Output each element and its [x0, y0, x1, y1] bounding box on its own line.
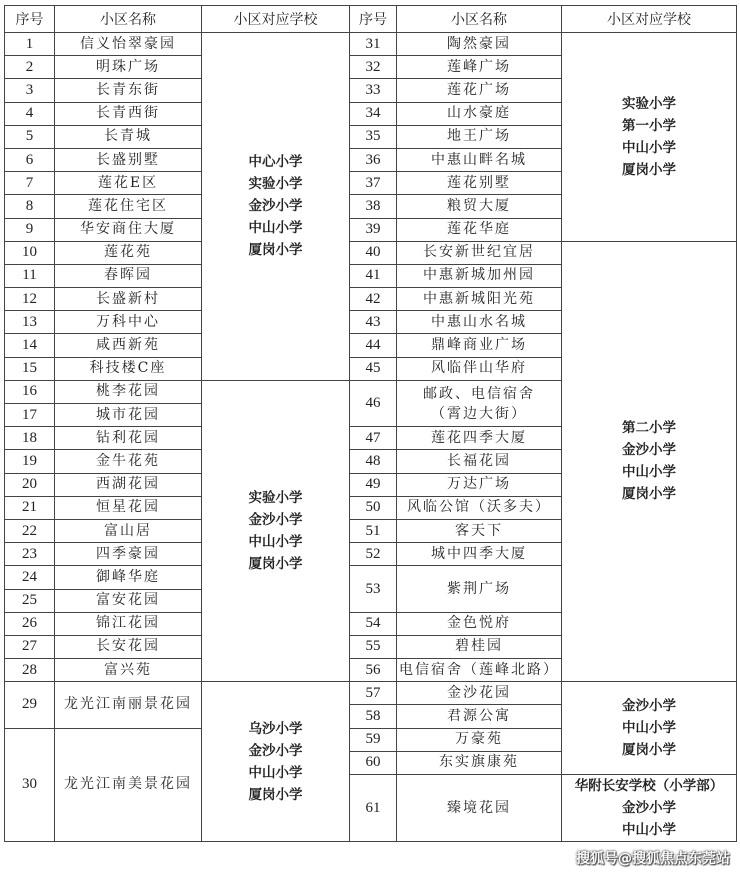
row-number: 3	[5, 79, 55, 102]
row-number: 7	[5, 172, 55, 195]
row-number: 52	[350, 543, 397, 566]
row-number: 1	[5, 33, 55, 56]
row-number: 22	[5, 519, 55, 542]
community-name: 陶然豪园	[397, 33, 562, 56]
community-name: 四季豪园	[55, 543, 202, 566]
row-number: 4	[5, 102, 55, 125]
community-name: 春晖园	[55, 264, 202, 287]
row-number: 12	[5, 288, 55, 311]
school-name: 金沙小学	[622, 800, 676, 816]
community-name: 长福花园	[397, 450, 562, 473]
header-school: 小区对应学校	[562, 6, 737, 33]
school-name: 中山小学	[248, 764, 303, 781]
community-name: 万达广场	[397, 473, 562, 496]
row-number: 10	[5, 241, 55, 264]
school-name: 实验小学	[622, 95, 676, 112]
row-number: 26	[5, 612, 55, 635]
row-number: 24	[5, 566, 55, 589]
row-number: 34	[350, 102, 397, 125]
community-name: 紫荆广场	[397, 566, 562, 612]
row-number: 2	[5, 56, 55, 79]
row-number: 39	[350, 218, 397, 241]
school-name: 金沙小学	[622, 698, 676, 715]
community-name: 长盛别墅	[55, 148, 202, 171]
row-number: 18	[5, 427, 55, 450]
school-name: 中山小学	[248, 534, 303, 551]
school-name: 厦岗小学	[622, 161, 676, 178]
school-name: 金沙小学	[248, 742, 303, 759]
community-name: 龙光江南丽景花园	[55, 682, 202, 728]
community-name: 莲花四季大厦	[397, 427, 562, 450]
community-name: 富兴苑	[55, 659, 202, 682]
school-name: 乌沙小学	[248, 720, 303, 737]
community-name-line: 邮政、电信宿舍	[423, 385, 535, 402]
community-name: 咸西新苑	[55, 334, 202, 357]
header-row	[5, 6, 737, 33]
row-number: 48	[350, 450, 397, 473]
community-name: 东实旗康苑	[397, 751, 562, 774]
community-name: 臻境花园	[397, 775, 562, 842]
community-name: 莲花别墅	[397, 172, 562, 195]
row-number: 37	[350, 172, 397, 195]
row-number: 14	[5, 334, 55, 357]
community-name: 风临公馆（沃多夫）	[397, 496, 562, 519]
school-name: 厦岗小学	[248, 556, 303, 573]
school-name: 第一小学	[622, 117, 676, 134]
row-number: 27	[5, 635, 55, 658]
row-number: 21	[5, 496, 55, 519]
row-number: 42	[350, 288, 397, 311]
table-row	[5, 682, 737, 705]
row-number: 60	[350, 751, 397, 774]
community-name: 富安花园	[55, 589, 202, 612]
community-name	[397, 380, 562, 426]
community-name: 钻利花园	[55, 427, 202, 450]
community-name: 桃李花园	[55, 380, 202, 403]
community-name: 莲峰广场	[397, 56, 562, 79]
row-number: 11	[5, 264, 55, 287]
community-name: 莲花苑	[55, 241, 202, 264]
row-number: 28	[5, 659, 55, 682]
community-name: 客天下	[397, 519, 562, 542]
community-name: 万科中心	[55, 311, 202, 334]
row-number: 33	[350, 79, 397, 102]
school-group-cell	[562, 241, 737, 682]
school-name: 中山小学	[622, 822, 676, 838]
row-number: 35	[350, 125, 397, 148]
community-name: 莲花住宅区	[55, 195, 202, 218]
community-name: 龙光江南美景花园	[55, 728, 202, 841]
community-name: 中惠新城加州园	[397, 264, 562, 287]
header-seq: 序号	[350, 6, 397, 33]
watermark: 搜狐号@搜狐焦点东莞站	[576, 851, 730, 867]
community-name: 中惠山畔名城	[397, 148, 562, 171]
community-name: 金色悦府	[397, 612, 562, 635]
row-number: 61	[350, 775, 397, 842]
row-number: 44	[350, 334, 397, 357]
community-name: 莲花E区	[55, 172, 202, 195]
row-number: 51	[350, 519, 397, 542]
community-name: 电信宿舍（莲峰北路）	[397, 659, 562, 682]
row-number: 59	[350, 728, 397, 751]
school-name: 厦岗小学	[622, 742, 676, 759]
row-number: 47	[350, 427, 397, 450]
row-number: 57	[350, 682, 397, 705]
header-name: 小区名称	[397, 6, 562, 33]
community-name: 中惠山水名城	[397, 311, 562, 334]
community-name: 长安花园	[55, 635, 202, 658]
row-number: 17	[5, 404, 55, 427]
community-name: 长盛新村	[55, 288, 202, 311]
community-name: 中惠新城阳光苑	[397, 288, 562, 311]
row-number: 20	[5, 473, 55, 496]
row-number: 50	[350, 496, 397, 519]
community-name: 信义怡翠豪园	[55, 33, 202, 56]
row-number: 32	[350, 56, 397, 79]
row-number: 53	[350, 566, 397, 612]
row-number: 41	[350, 264, 397, 287]
row-number: 8	[5, 195, 55, 218]
school-name: 厦岗小学	[248, 242, 303, 259]
table-row	[5, 33, 737, 56]
row-number: 6	[5, 148, 55, 171]
header-name: 小区名称	[55, 6, 202, 33]
row-number: 54	[350, 612, 397, 635]
row-number: 45	[350, 357, 397, 380]
school-group-cell	[562, 33, 737, 242]
community-name: 长安新世纪宜居	[397, 241, 562, 264]
row-number: 25	[5, 589, 55, 612]
community-name: 城中四季大厦	[397, 543, 562, 566]
school-name: 实验小学	[248, 176, 303, 193]
community-name: 山水豪庭	[397, 102, 562, 125]
school-name: 厦岗小学	[622, 486, 676, 503]
row-number: 5	[5, 125, 55, 148]
row-number: 46	[350, 380, 397, 426]
community-name: 锦江花园	[55, 612, 202, 635]
school-group-cell	[562, 775, 737, 842]
row-number: 19	[5, 450, 55, 473]
school-name: 第二小学	[622, 420, 676, 437]
community-name: 华安商住大厦	[55, 218, 202, 241]
school-group-cell	[202, 682, 350, 842]
school-name: 华附长安学校（小学部）	[574, 778, 724, 794]
row-number: 31	[350, 33, 397, 56]
community-name: 金牛花苑	[55, 450, 202, 473]
row-number: 49	[350, 473, 397, 496]
school-name: 中山小学	[248, 220, 303, 237]
school-name: 金沙小学	[622, 442, 676, 459]
row-number: 9	[5, 218, 55, 241]
school-name: 中山小学	[622, 720, 676, 737]
community-name: 君源公寓	[397, 705, 562, 728]
header-seq: 序号	[5, 6, 55, 33]
school-name: 中山小学	[622, 464, 676, 481]
community-name: 御峰华庭	[55, 566, 202, 589]
community-name: 长青东街	[55, 79, 202, 102]
row-number: 16	[5, 380, 55, 403]
row-number: 38	[350, 195, 397, 218]
row-number: 56	[350, 659, 397, 682]
community-name: 科技楼C座	[55, 357, 202, 380]
community-name: 鼎峰商业广场	[397, 334, 562, 357]
row-number: 15	[5, 357, 55, 380]
row-number: 30	[5, 728, 55, 841]
community-name: 风临伴山华府	[397, 357, 562, 380]
community-name: 碧桂园	[397, 635, 562, 658]
community-name: 万豪苑	[397, 728, 562, 751]
school-name: 金沙小学	[248, 512, 303, 529]
community-name: 长青西街	[55, 102, 202, 125]
school-district-table	[4, 5, 737, 842]
community-name: 城市花园	[55, 404, 202, 427]
community-name: 莲花广场	[397, 79, 562, 102]
community-name: 莲花华庭	[397, 218, 562, 241]
row-number: 23	[5, 543, 55, 566]
school-group-cell	[202, 380, 350, 681]
header-school: 小区对应学校	[202, 6, 350, 33]
community-name-line: （霄边大街）	[431, 405, 527, 422]
community-name: 富山居	[55, 519, 202, 542]
community-name: 西湖花园	[55, 473, 202, 496]
community-name: 长青城	[55, 125, 202, 148]
row-number: 36	[350, 148, 397, 171]
community-name: 明珠广场	[55, 56, 202, 79]
community-name: 金沙花园	[397, 682, 562, 705]
row-number: 43	[350, 311, 397, 334]
row-number: 55	[350, 635, 397, 658]
community-name: 地王广场	[397, 125, 562, 148]
school-name: 实验小学	[248, 490, 303, 507]
community-name: 粮贸大厦	[397, 195, 562, 218]
school-group-cell	[562, 682, 737, 775]
row-number: 58	[350, 705, 397, 728]
school-name: 中心小学	[248, 154, 303, 171]
school-name: 厦岗小学	[248, 786, 303, 803]
row-number: 40	[350, 241, 397, 264]
table-row	[5, 241, 737, 264]
school-group-cell	[202, 33, 350, 381]
school-name: 金沙小学	[248, 198, 303, 215]
row-number: 13	[5, 311, 55, 334]
row-number: 29	[5, 682, 55, 728]
school-name: 中山小学	[622, 139, 676, 156]
community-name: 恒星花园	[55, 496, 202, 519]
